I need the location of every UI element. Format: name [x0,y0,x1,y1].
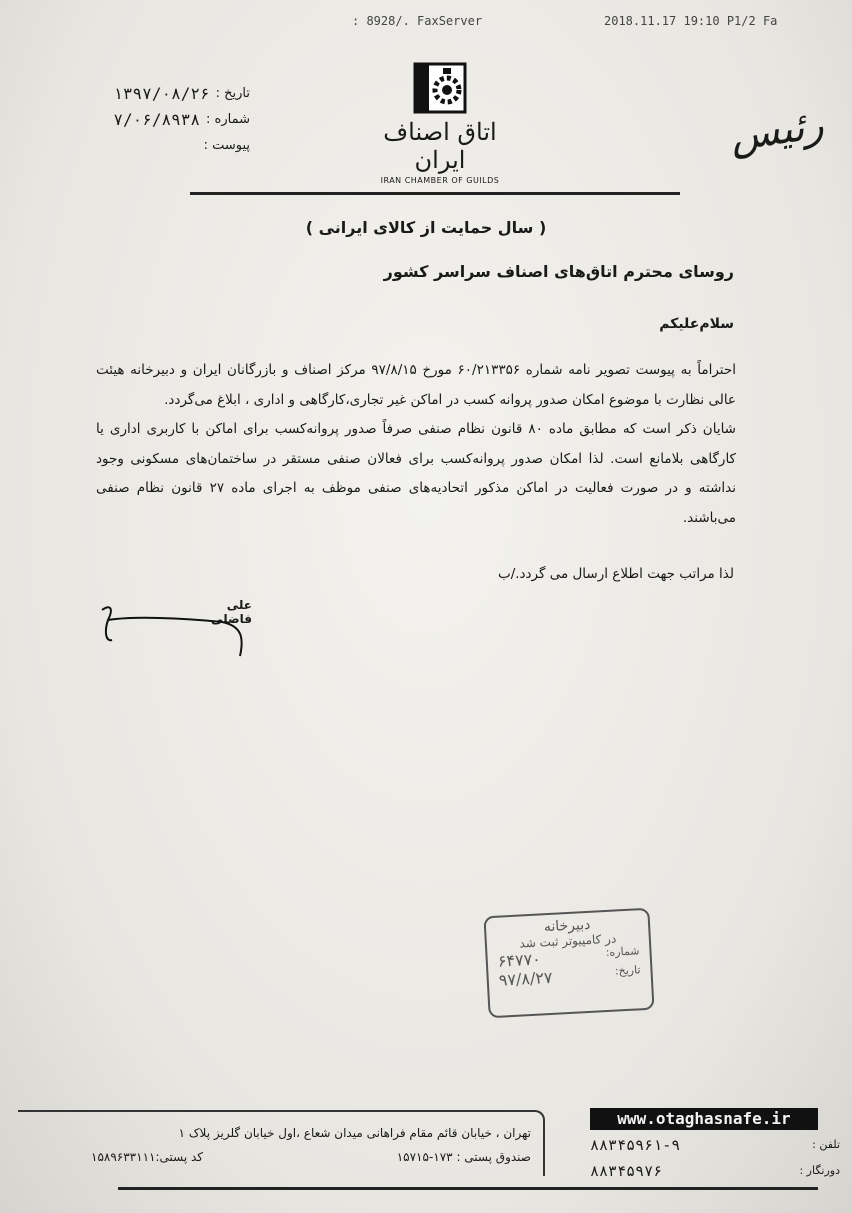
number-row [70,106,250,132]
fax-header-right: 2018.11.17 19:10 P1/2 Fa [604,14,778,28]
website-link[interactable]: www.otaghasnafe.ir [590,1108,818,1130]
stamp-number-value: ۶۴۷۷۰ [497,949,542,971]
attachment-row [70,132,250,158]
registry-stamp [483,908,654,1019]
fax-label: دورنگار : [799,1164,840,1177]
date-label: تاریخ : [215,85,250,101]
fax-value: ۸۸۳۴۵۹۷۶ [590,1162,663,1180]
footer-postal-code: کد پستی:۱۵۸۹۶۳۳۱۱۱ [91,1150,203,1164]
number-value: ۷/۰۶/۸۹۳۸ [113,109,201,129]
stamp-date-value: ۹۷/۸/۲۷ [498,967,553,990]
addressee: روسای محترم اتاق‌های اصناف سراسر کشور [383,262,734,281]
footer-divider [118,1187,818,1190]
number-label: شماره : [206,111,250,127]
footer-address-line: تهران ، خیابان قائم مقام فراهانی میدان شعاع ،اول خیابان گلریز پلاک ۱ [178,1126,531,1140]
phone-label: تلفن : [812,1138,840,1151]
organization-logo [360,62,520,185]
fax-header-left: : 8928/. FaxServer [352,14,483,28]
fax-header [0,10,852,30]
footer-address-box [18,1110,545,1176]
body-paragraph: شایان ذکر است که مطابق ماده ۸۰ قانون نظام صنفی صرفاً صدور پروانه‌کسب برای اماکن با کاربری اداری یا کارگاهی بلامانع است. لذا امکان صدور پروانه‌کسب برای فعالان صنفی مستقر در ساختمان‌های مسکونی وجود نداشته و در صورت فعالیت در اماکن مذکور اتحادیه‌های صنفی موظف به اجرای ماده ۲۷ قانون نظام صنفی می‌باشند. [96,421,737,526]
stamp-subtitle: در کامپیوتر ثبت شد [519,931,617,951]
footer-po-box: صندوق پستی : ۱۷۳-۱۵۷۱۵ [396,1150,531,1164]
logo-name-fa: اتاق اصناف ایران [383,118,497,174]
body-paragraph: احتراماً به پیوست تصویر نامه شماره ۶۰/۲۱۳۳۵۶ مورخ ۹۷/۸/۱۵ مرکز اصناف و بازرگانان ایران و دبیرخانه هیئت عالی نظارت با موضوع امکان صدور پروانه کسب در اماکن غیر تجاری،کارگاهی و اداری ، ابلاغ می‌گردد. [96,362,736,408]
footer-contact-numbers [590,1132,680,1184]
footer-contact-labels [780,1132,840,1184]
year-slogan: ( سال حمایت از کالای ایرانی ) [305,218,547,237]
handwritten-note: رئیس [727,101,827,161]
signatory-name: علی فاضلی [211,598,252,626]
letter-meta [70,80,250,158]
greeting: سلام‌علیکم [659,316,734,332]
stamp-number-label: شماره: [605,944,640,960]
date-value: ۱۳۹۷/۰۸/۲۶ [113,83,210,103]
stamp-date-label: تاریخ: [614,963,641,978]
logo-name-en: IRAN CHAMBER OF GUILDS [380,176,500,185]
signature-scribble-icon [92,598,252,662]
closing-line: لذا مراتب جهت اطلاع ارسال می گردد./ب [497,566,734,582]
signature-block [92,598,252,662]
attachment-label: پیوست : [203,137,250,153]
letter-body [96,356,736,533]
header-divider [190,192,680,195]
phone-value: ۸۸۳۴۵۹۶۱-۹ [590,1136,681,1154]
stamp-title: دبیرخانه [543,916,591,936]
chamber-emblem-icon [413,62,467,114]
date-row [70,80,250,106]
